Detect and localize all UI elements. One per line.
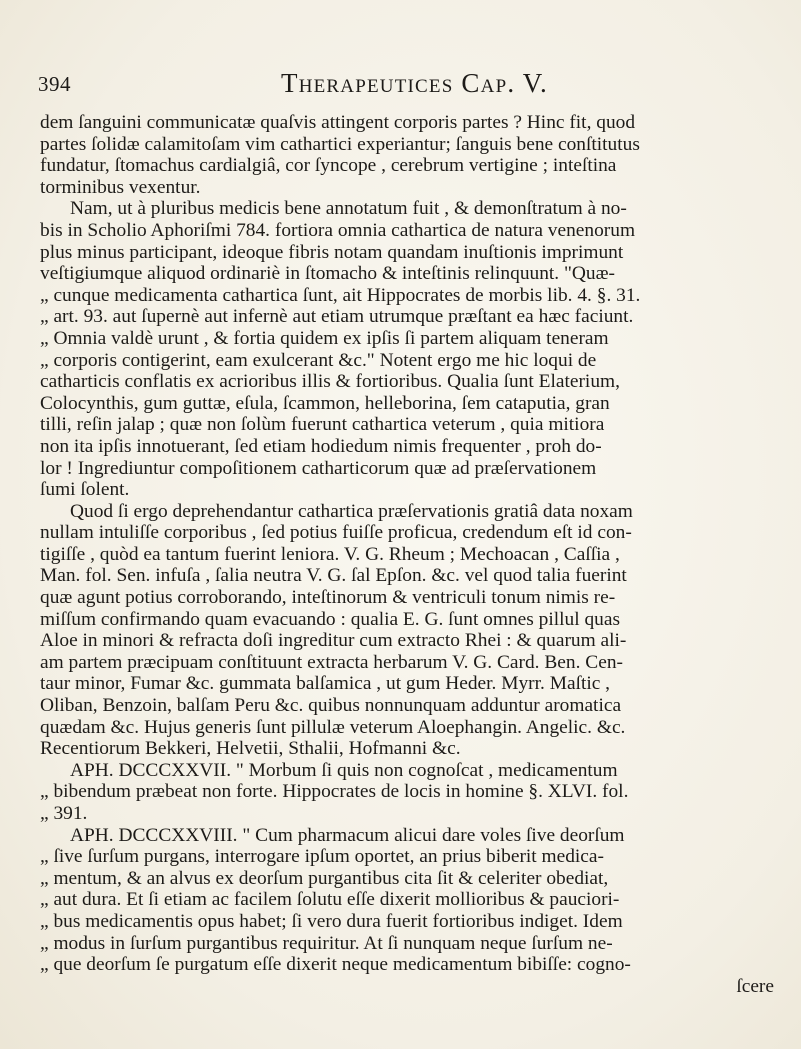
quoted-line: „ ſive ſurſum purgans, interrogare ipſum oportet, an prius biberit medica- (40, 846, 604, 868)
text-line: Aloe in minori & refracta doſi ingreditur cum extracto Rhei : & quarum ali- (40, 630, 627, 652)
text-line: quæ agunt potius corroborando, inteſtinorum & ventriculi tonum nimis re- (40, 587, 616, 609)
text-line: Colocynthis, gum guttæ, eſula, ſcammon, helleborina, ſem cataputia, gran (40, 392, 610, 414)
aphorism-heading-line: APH. DCCCXXVII. " Morbum ſi quis non cognoſcat , medicamentum (70, 759, 618, 781)
text-line: catharticis conflatis ex acrioribus illis & fortioribus. Qualia ſunt Elaterium, (40, 371, 620, 393)
text-line: partes ſolidæ calamitoſam vim cathartici experiantur; ſanguis bene conſtitutus (40, 133, 640, 155)
text-line: taur minor, Fumar &c. gummata balſamica , ut gum Heder. Myrr. Maſtic , (40, 673, 611, 695)
catchword: ſcere (736, 975, 774, 997)
running-title: Therapeutices Cap. V. (281, 68, 548, 98)
quoted-line: „ mentum, & an alvus ex deorſum purgantibus cita ſit & celeriter obediat, (40, 867, 609, 889)
text-line: am partem præcipuam conſtituunt extracta herbarum V. G. Card. Ben. Cen- (40, 651, 623, 673)
text-line: torminibus vexentur. (40, 176, 201, 198)
quoted-line: „ 391. (40, 803, 88, 824)
paragraph-start-line: Nam, ut à pluribus medicis bene annotatum fuit , & demonſtratum à no- (70, 198, 627, 220)
text-line: Man. fol. Sen. infuſa , ſalia neutra V. G. ſal Epſon. &c. vel quod talia fuerint (40, 565, 627, 587)
quoted-line: „ bibendum præbeat non forte. Hippocrates de locis in homine §. XLVI. fol. (40, 781, 629, 803)
text-line: veſtigiumque aliquod ordinariè in ſtomacho & inteſtinis relinquunt. "Quæ- (40, 263, 615, 285)
page-header (38, 68, 778, 102)
page-number: 394 (38, 72, 71, 96)
quoted-line: „ modus in ſurſum purgantibus requiritur. At ſi nunquam neque ſurſum ne- (40, 932, 613, 954)
text-line: ſumi ſolent. (40, 479, 130, 501)
quoted-line: „ art. 93. aut ſupernè aut infernè aut etiam utrumque præſtant ea hæc faciunt. (40, 306, 634, 328)
aphorism-heading-line: APH. DCCCXXVIII. " Cum pharmacum alicui dare voles ſive deorſum (70, 824, 625, 846)
quoted-line: „ Omnia valdè urunt , & fortia quidem ex ipſis ſi partem aliquam teneram (40, 327, 609, 349)
quoted-line: „ corporis contigerint, eam exulcerant &c." Notent ergo me hic loqui de (40, 349, 597, 371)
text-line: tigiſſe , quòd ea tantum fuerint leniora. V. G. Rheum ; Mechoacan , Caſſia , (40, 543, 620, 565)
quoted-line: „ que deorſum ſe purgatum eſſe dixerit neque medicamentum bibiſſe: cogno- (40, 954, 631, 976)
text-line: lor ! Ingrediuntur compoſitionem catharticorum quæ ad præſervationem (40, 457, 597, 479)
text-line: bis in Scholio Aphoriſmi 784. fortiora omnia cathartica de natura venenorum (40, 219, 636, 241)
text-line: dem ſanguini communicatæ quaſvis attingent corporis partes ? Hinc fit, quod (40, 112, 636, 133)
quoted-line: „ aut dura. Et ſi etiam ac facilem ſolutu eſſe dixerit mollioribus & pauciori- (40, 889, 620, 911)
text-line: plus minus participant, ideoque fibris notam quandam inuſtionis imprimunt (40, 241, 624, 263)
paragraph-start-line: Quod ſi ergo deprehendantur cathartica præſervationis gratiâ data noxam (70, 500, 633, 522)
text-line: tilli, reſin jalap ; quæ non ſolùm fuerunt cathartica veterum , quia mitiora (40, 414, 605, 436)
text-line: fundatur, ſtomachus cardialgiâ, cor ſyncope , cerebrum vertigine ; inteſtina (40, 155, 617, 177)
text-line: nullam intuliſſe corporibus , ſed potius fuiſſe proficua, credendum eſt id con- (40, 522, 632, 544)
body-text (40, 112, 778, 997)
quoted-line: „ cunque medicamenta cathartica ſunt, ait Hippocrates de morbis lib. 4. §. 31. (40, 284, 641, 306)
text-line: quædam &c. Hujus generis ſunt pillulæ veterum Aloephangin. Angelic. &c. (40, 716, 626, 738)
text-line: Oliban, Benzoin, balſam Peru &c. quibus nonnunquam adduntur aromatica (40, 695, 622, 717)
quoted-line: „ bus medicamentis opus habet; ſi vero dura fuerit fortioribus indiget. Idem (40, 910, 623, 932)
text-line: non ita ipſis innotuerant, ſed etiam hodiedum nimis frequenter , proh do- (40, 435, 602, 457)
text-line: Recentiorum Bekkeri, Helvetii, Sthalii, Hofmanni &c. (40, 738, 461, 760)
text-line: miſſum confirmando quam evacuando : qualia E. G. ſunt omnes pillul quas (40, 608, 620, 630)
